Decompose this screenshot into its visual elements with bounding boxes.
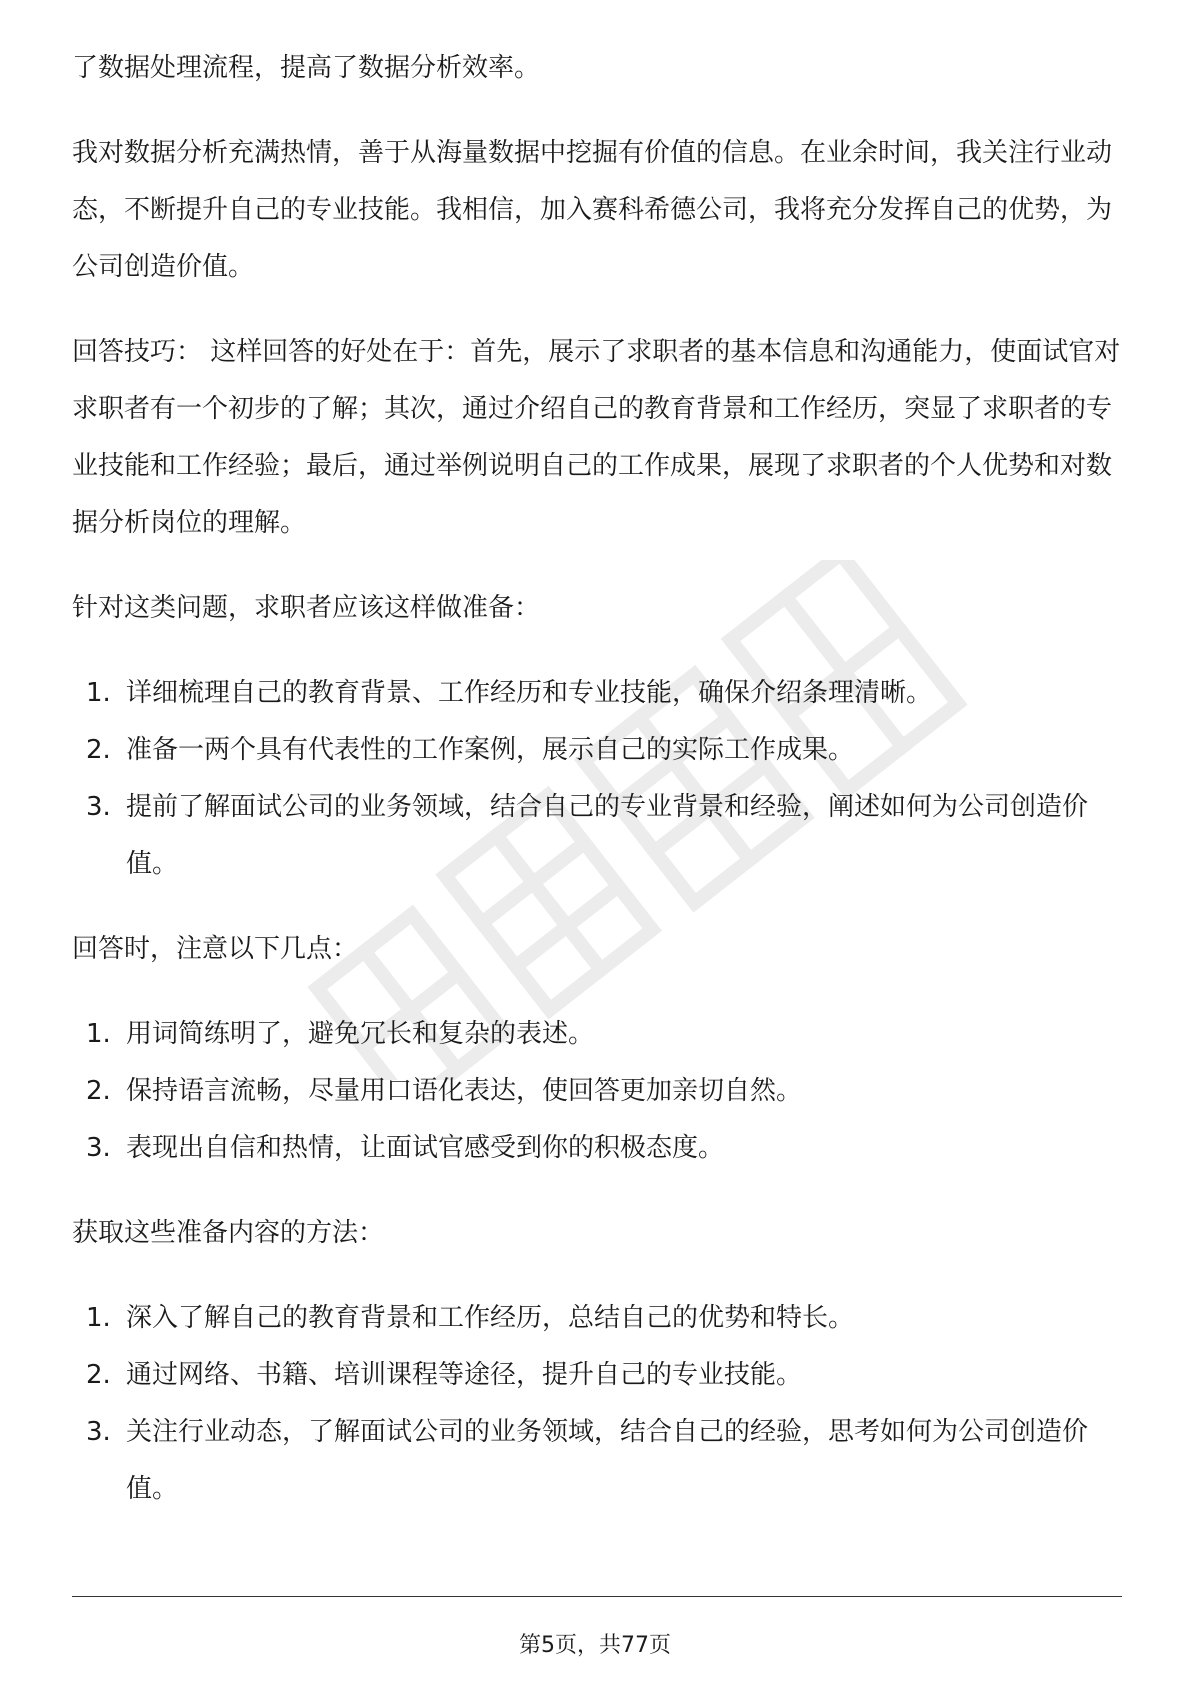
list-item-number: 3. <box>86 792 111 822</box>
list-item <box>72 1290 1122 1347</box>
list-item-text: 准备一两个具有代表性的工作案例，展示自己的实际工作成果。 <box>126 735 855 765</box>
list-item-text: 通过网络、书籍、培训课程等途径，提升自己的专业技能。 <box>126 1360 803 1390</box>
list-item <box>72 779 1122 893</box>
list-item-text: 深入了解自己的教育背景和工作经历，总结自己的优势和特长。 <box>126 1303 855 1333</box>
list-prepare <box>72 665 1122 893</box>
list-item-number: 2. <box>86 735 111 765</box>
list-item <box>72 1120 1122 1177</box>
list-item-text: 提前了解面试公司的业务领域，结合自己的专业背景和经验，阐述如何为公司创造价值。 <box>126 792 1089 879</box>
list-item <box>72 1347 1122 1404</box>
list-item <box>72 722 1122 779</box>
list-item-number: 1. <box>86 1303 111 1333</box>
list-item-number: 3. <box>86 1417 111 1447</box>
paragraph-answer-tips: 回答技巧： 这样回答的好处在于：首先，展示了求职者的基本信息和沟通能力，使面试官对求职者有一个初步的了解；其次，通过介绍自己的教育背景和工作经历，突显了求职者的专业技能和工作经验；最后，通过举例说明自己的工作成果，展现了求职者的个人优势和对数据分析岗位的理解。 <box>72 337 1121 538</box>
list-item <box>72 1006 1122 1063</box>
paragraph-continuation: 了数据处理流程，提高了数据分析效率。 <box>72 53 541 83</box>
list-attention <box>72 1006 1122 1177</box>
list-item-number: 1. <box>86 678 111 708</box>
list-methods <box>72 1290 1122 1518</box>
heading-methods: 获取这些准备内容的方法： <box>72 1218 385 1248</box>
heading-prepare: 针对这类问题，求职者应该这样做准备： <box>72 593 541 623</box>
list-item-number: 2. <box>86 1360 111 1390</box>
list-item-number: 3. <box>86 1133 111 1163</box>
list-item-text: 用词简练明了，避免冗长和复杂的表述。 <box>126 1019 595 1049</box>
footer-divider <box>72 1596 1122 1597</box>
heading-attention: 回答时，注意以下几点： <box>72 934 359 964</box>
list-item-text: 详细梳理自己的教育背景、工作经历和专业技能，确保介绍条理清晰。 <box>126 678 933 708</box>
list-item-text: 关注行业动态，了解面试公司的业务领域，结合自己的经验，思考如何为公司创造价值。 <box>126 1417 1089 1504</box>
list-item <box>72 1063 1122 1120</box>
list-item-number: 1. <box>86 1019 111 1049</box>
document-body <box>72 40 1122 1546</box>
list-item <box>72 1404 1122 1518</box>
paragraph-passion: 我对数据分析充满热情，善于从海量数据中挖掘有价值的信息。在业余时间，我关注行业动态，不断提升自己的专业技能。我相信，加入赛科希德公司，我将充分发挥自己的优势，为公司创造价值。 <box>72 138 1113 282</box>
list-item-text: 保持语言流畅，尽量用口语化表达，使回答更加亲切自然。 <box>126 1076 803 1106</box>
list-item <box>72 665 1122 722</box>
list-item-text: 表现出自信和热情，让面试官感受到你的积极态度。 <box>126 1133 725 1163</box>
list-item-number: 2. <box>86 1076 111 1106</box>
page-number: 第5页，共77页 <box>519 1633 671 1658</box>
